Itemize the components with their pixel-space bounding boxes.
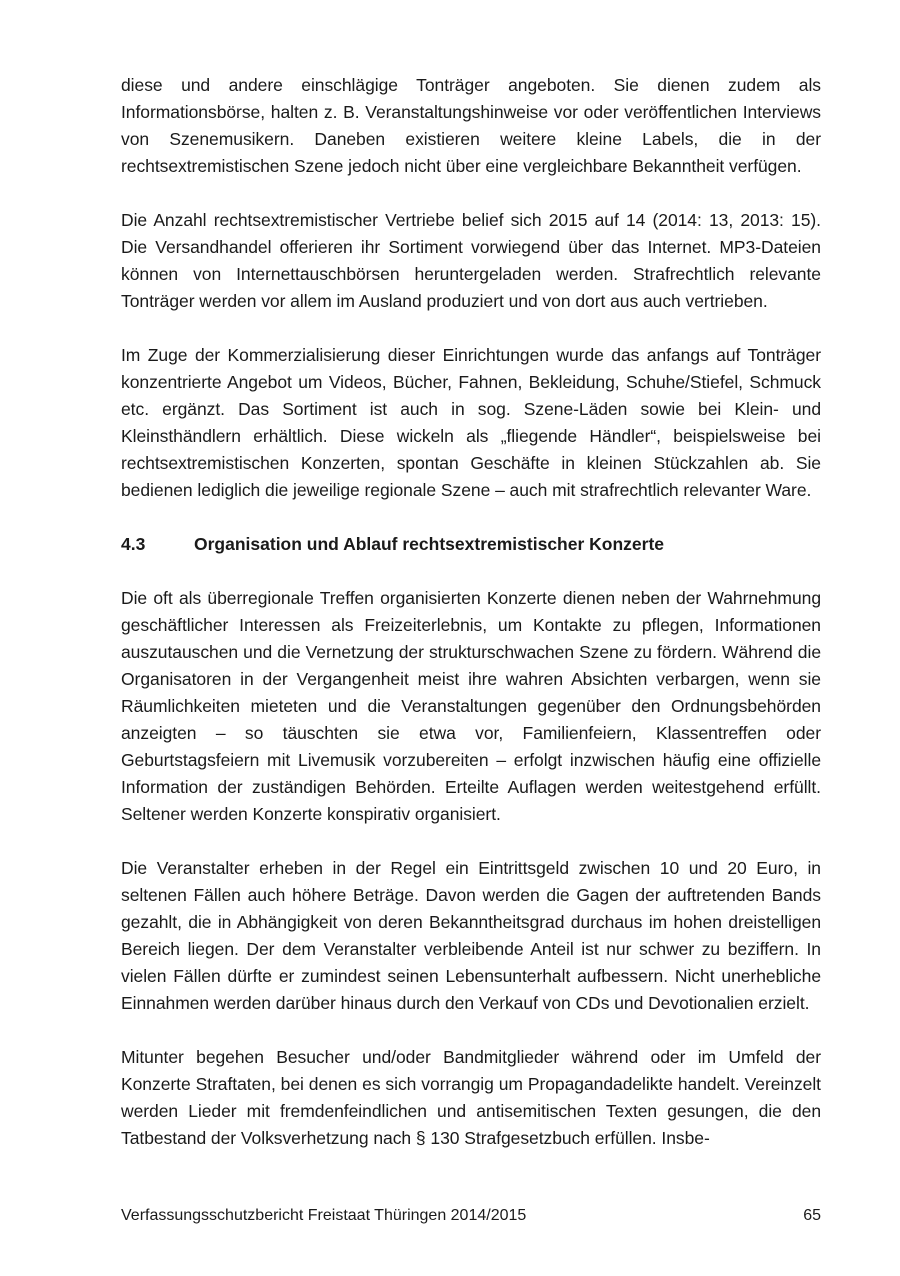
paragraph-vertriebe: Die Anzahl rechtsextremistischer Vertriebe belief sich 2015 auf 14 (2014: 13, 2013: 15). Die Versandhandel offerieren ihr Sortiment vorwiegend über das Internet. MP3-Dateien können von Internettauschbörsen heruntergeladen werden. Strafrechtlich relevante Tonträger werden vor allem im Ausland produziert und von dort aus auch vertrieben.	[121, 210, 821, 311]
page-body	[121, 72, 821, 1179]
footer-publication-title: Verfassungsschutzbericht Freistaat Thüringen 2014/2015	[121, 1207, 527, 1224]
paragraph-konzerte-organisation: Die oft als überregionale Treffen organisierten Konzerte dienen neben der Wahrnehmung geschäftlicher Interessen als Freizeiterlebnis, um Kontakte zu pflegen, Informationen auszutauschen und die Vernetzung der strukturschwachen Szene zu fördern. Während die Organisatoren in der Vergangenheit meist ihre wahren Absichten verbargen, wenn sie Räumlichkeiten mieteten und die Veranstaltungen gegenüber den Ordnungsbehörden anzeigten – so täuschten sie etwa vor, Familienfeiern, Klassentreffen oder Geburtstagsfeiern mit Livemusik vorzubereiten – erfolgt inzwischen häufig eine offizielle Information der zuständigen Behörden. Erteilte Auflagen werden weitestgehend erfüllt. Seltener werden Konzerte konspirativ organisiert.	[121, 588, 821, 824]
section-number: 4.3	[121, 534, 146, 554]
section-title: Organisation und Ablauf rechtsextremistischer Konzerte	[194, 534, 665, 554]
paragraph-labels: diese und andere einschlägige Tonträger angeboten. Sie dienen zudem als Informationsbörse, halten z. B. Veranstaltungshinweise vor oder veröffentlichen Interviews von Szenemusikern. Daneben existieren weitere kleine Labels, die in der rechtsextremistischen Szene jedoch nicht über eine vergleichbare Bekanntheit verfügen.	[121, 75, 821, 176]
paragraph-eintrittsgeld: Die Veranstalter erheben in der Regel ein Eintrittsgeld zwischen 10 und 20 Euro, in seltenen Fällen auch höhere Beträge. Davon werden die Gagen der auftretenden Bands gezahlt, die in Abhängigkeit von deren Bekanntheitsgrad durchaus im hohen dreistelligen Bereich liegen. Der dem Veranstalter verbleibende Anteil ist nur schwer zu beziffern. In vielen Fällen dürfte er zumindest seinen Lebensunterhalt aufbessern. Nicht unerhebliche Einnahmen werden darüber hinaus durch den Verkauf von CDs und Devotionalien erzielt.	[121, 858, 821, 1013]
paragraph-kommerzialisierung: Im Zuge der Kommerzialisierung dieser Einrichtungen wurde das anfangs auf Tonträger konzentrierte Angebot um Videos, Bücher, Fahnen, Bekleidung, Schuhe/Stiefel, Schmuck etc. ergänzt. Das Sortiment ist auch in sog. Szene-Läden sowie bei Klein- und Kleinsthändlern erhältlich. Diese wickeln als „fliegende Händler“, beispielsweise bei rechtsextremistischen Konzerten, spontan Geschäfte in kleinen Stückzahlen ab. Sie bedienen lediglich die jeweilige regionale Szene – auch mit strafrechtlich relevanter Ware.	[121, 345, 821, 500]
section-heading	[121, 531, 821, 558]
paragraph-straftaten: Mitunter begehen Besucher und/oder Bandmitglieder während oder im Umfeld der Konzerte Straftaten, bei denen es sich vorrangig um Propagandadelikte handelt. Vereinzelt werden Lieder mit fremdenfeindlichen und antisemitischen Texten gesungen, die den Tatbestand der Volksverhetzung nach § 130 Strafgesetzbuch erfüllen. Insbe-	[121, 1047, 821, 1148]
page-number: 65	[803, 1207, 821, 1224]
page-footer	[121, 1204, 821, 1228]
